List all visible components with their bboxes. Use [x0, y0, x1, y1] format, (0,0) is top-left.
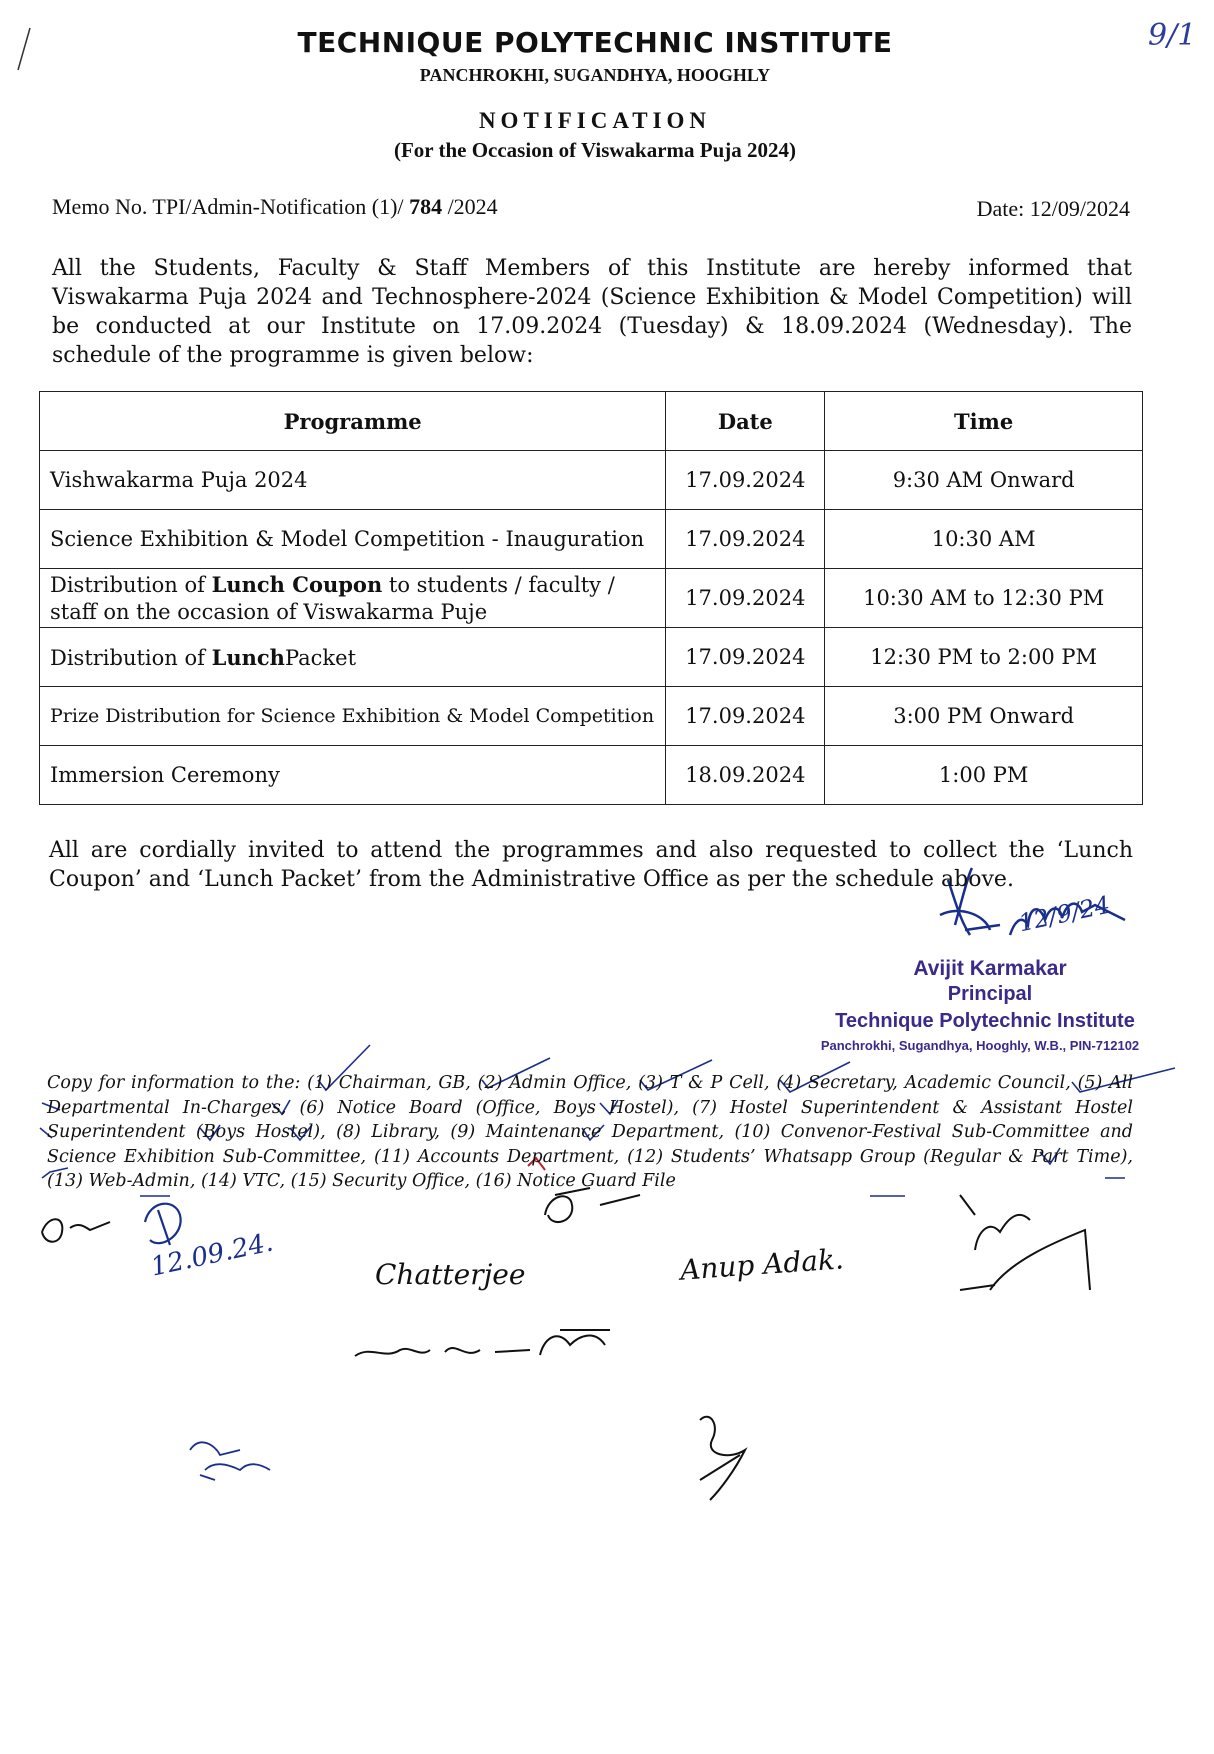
programme-text: to students / faculty / staff on the occasion of Viswakarma Puje [50, 572, 615, 624]
closing-paragraph: All are cordially invited to attend the programmes and also requested to collect the ‘Lunch Coupon’ and ‘Lunch Packet’ from the Administrative Office as per the schedule above. [49, 838, 1133, 892]
schedule-table [39, 391, 1143, 805]
table-header-row [40, 392, 1143, 451]
time-cell: 10:30 AM [825, 510, 1143, 569]
notification-title: NOTIFICATION [478, 108, 712, 133]
programme-text: Distribution of [50, 645, 212, 670]
time-cell: 12:30 PM to 2:00 PM [825, 628, 1143, 687]
memo-number [52, 194, 498, 220]
time-cell: 9:30 AM Onward [825, 451, 1143, 510]
programme-cell [40, 628, 666, 687]
time-cell: 3:00 PM Onward [825, 687, 1143, 746]
date-cell: 17.09.2024 [666, 510, 825, 569]
handwritten-signature-b: Chatterjee [375, 1258, 526, 1291]
signatory-name: Avijit Karmakar [913, 957, 1067, 980]
memo-num: 784 [409, 194, 443, 219]
signatory-address: Panchrokhi, Sugandhya, Hooghly, W.B., PIN-712102 [820, 1038, 1140, 1053]
institute-address: PANCHROKHI, SUGANDHYA, HOOGHLY [419, 65, 771, 85]
notification-occasion: (For the Occasion of Viswakarma Puja 2024) [393, 138, 797, 162]
date-cell: 18.09.2024 [666, 746, 825, 805]
institute-name: TECHNIQUE POLYTECHNIC INSTITUTE [297, 26, 893, 59]
header-time: Time [825, 392, 1143, 451]
programme-bold: Lunch Coupon [211, 571, 383, 597]
date-cell: 17.09.2024 [666, 628, 825, 687]
memo-suffix: /2024 [442, 194, 498, 219]
signatory-institute: Technique Polytechnic Institute [835, 1010, 1135, 1032]
programme-cell: Immersion Ceremony [40, 746, 666, 805]
programme-text: Packet [284, 645, 357, 670]
copy-to-list: Copy for information to the: (1) Chairman, GB, (2) Admin Office, (3) T & P Cell, (4) Secretary, Academic Council, (5) All Departmental In-Charges, (6) Notice Board (Office, Boys Hostel), (7) Hostel Superintendent & Assistant Hostel Superintendent (Boys Hostel), (8) Library, (9) Maintenance Department, (10) Convenor-Festival Sub-Committee and Science Exhibition Sub-Committee, (11) Accounts Department, (12) Students’ Whatsapp Group (Regular & Part Time), (13) Web-Admin, (14) VTC, (15) Security Office, (16) Notice Guard File [47, 1073, 1133, 1191]
memo-prefix: Memo No. TPI/Admin-Notification (1)/ [52, 194, 410, 219]
programme-cell: Science Exhibition & Model Competition - Inauguration [40, 510, 666, 569]
intro-paragraph: All the Students, Faculty & Staff Members of this Institute are hereby informed that Viswakarma Puja 2024 and Technosphere-2024 (Science Exhibition & Model Competition) will be conducted at our Institute on 17.09.2024 (Tuesday) & 18.09.2024 (Wednesday). The schedule of the programme is given below: [52, 256, 1132, 368]
table-row [40, 569, 1143, 628]
programme-bold: Lunch [211, 644, 285, 670]
time-cell: 10:30 AM to 12:30 PM [825, 569, 1143, 628]
date-cell: 17.09.2024 [666, 687, 825, 746]
memo-date: Date: 12/09/2024 [976, 196, 1130, 221]
programme-cell: Prize Distribution for Science Exhibition & Model Competition [40, 687, 666, 746]
handwritten-signature-a: Anup Adak. [679, 1242, 845, 1287]
table-row [40, 628, 1143, 687]
programme-cell [40, 569, 666, 628]
date-cell: 17.09.2024 [666, 451, 825, 510]
date-cell: 17.09.2024 [666, 569, 825, 628]
table-row [40, 746, 1143, 805]
header-programme: Programme [40, 392, 666, 451]
table-row [40, 687, 1143, 746]
handwritten-date: 12.09.24. [148, 1227, 276, 1283]
header-date: Date [666, 392, 825, 451]
table-row [40, 451, 1143, 510]
time-cell: 1:00 PM [825, 746, 1143, 805]
programme-cell: Vishwakarma Puja 2024 [40, 451, 666, 510]
corner-page-mark: 9/1 [1148, 18, 1197, 53]
signatory-role: Principal [947, 983, 1033, 1005]
signature-date: 12/9/24 [1016, 890, 1113, 938]
programme-text: Distribution of [50, 572, 212, 597]
table-row [40, 510, 1143, 569]
